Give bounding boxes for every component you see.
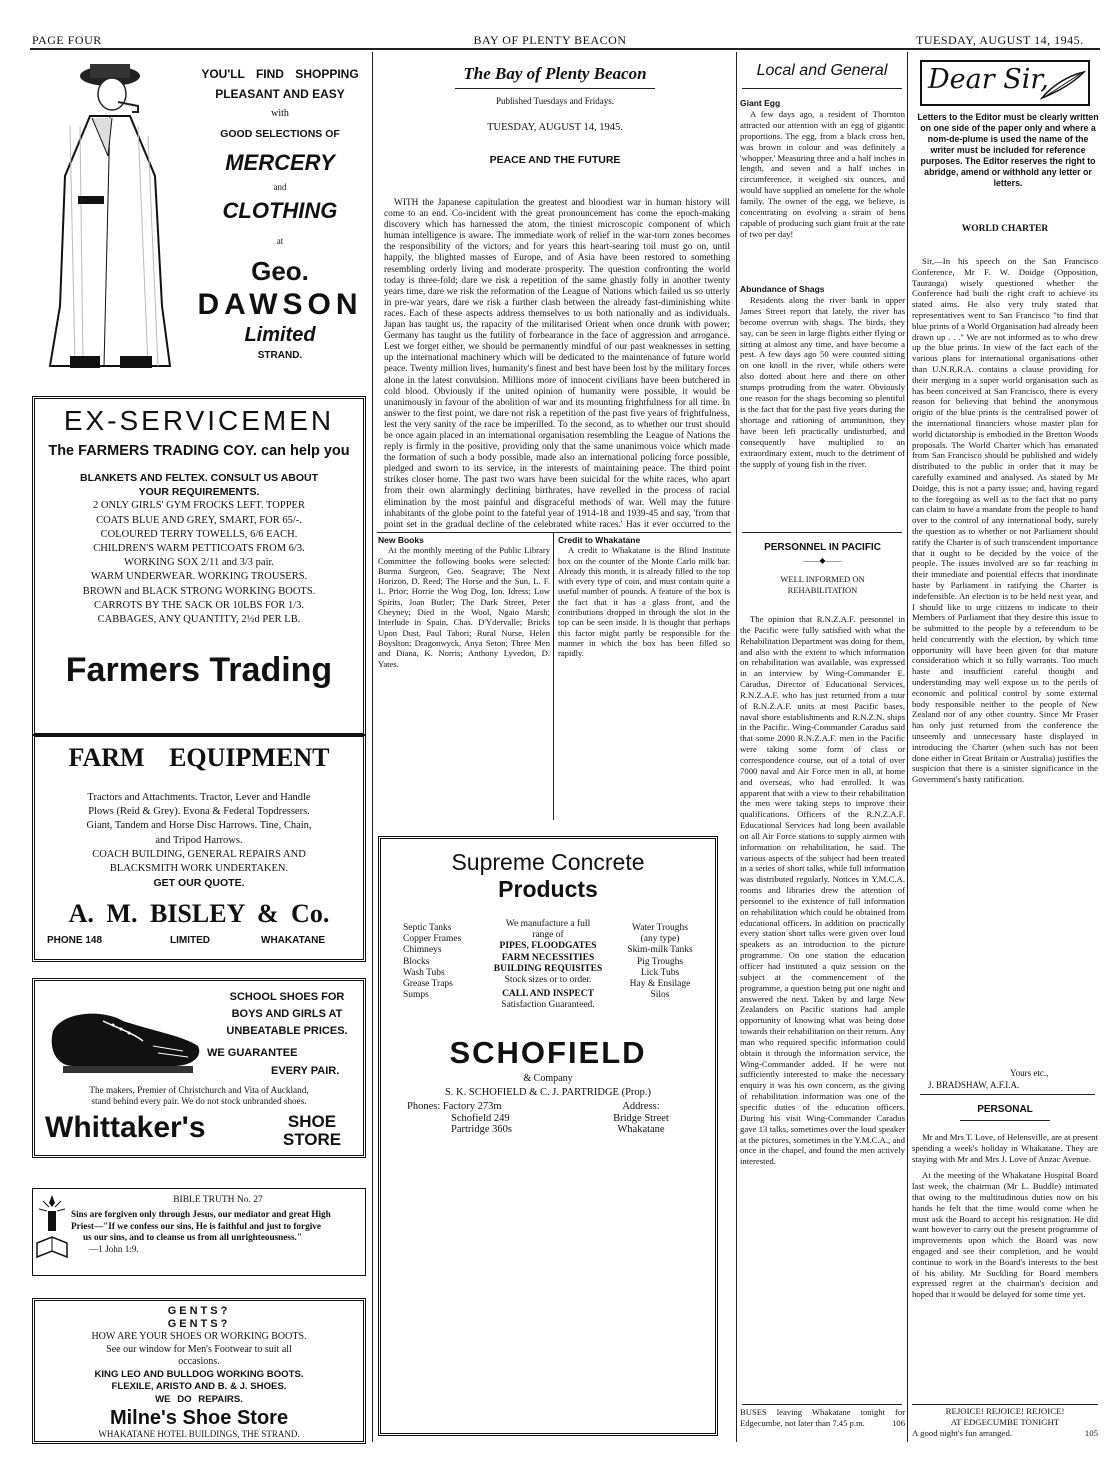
schofield-mid: Satisfaction Guaranteed. xyxy=(501,1000,595,1011)
giant-egg-text: A few days ago, a resident of Thornton attracted our attention with an egg of gigantic proportions. The egg, from a black cross hen, was brown in colour and was definitely a 'whopper.' Measuring three and a half inches in length, and seven and a half inches in circumference, it weighed six ounces, and would have supplied an omelette for the whole family. The owner of the egg, we believe, is concentrating on evolving a strain of hens capable of producing such giant fruit at the rate of two per day! xyxy=(740,108,905,239)
bible-line: Sins are forgiven only through Jesus, our mediator and great High xyxy=(71,1209,331,1219)
bisley-title-2: EQUIPMENT xyxy=(169,743,330,772)
dawson-mercery: MERCERY xyxy=(225,150,335,175)
farmers-line: CARROTS BY THE SACK OR 10LBS FOR 1/3. xyxy=(93,599,305,611)
new-books-text: At the monthly meeting of the Public Library Committee the following books were selected: Burma Surgeon, Geo. Seagrave; The Next Horizon, D. Reed; The Horse and the Sun, L. F. L. Prior; Horrie the Wog Dog, Ion. Idress; Low Spirits, Joan Butler; The Dark Street, Peter Cheyney; Died in the Wool, Ngaio Marsh; Interlude in Spain, Chas. D'Ydervalle; Bricks Upon Dust, Paul Tabori; Rural Nurse, Helen Boyslton; Dragonwyck, Anya Seton; Three Men and Diana, K. Norris; Anthony Lyvedon, D. Yates. xyxy=(378,545,550,669)
dawson-line: YOU'LL FIND SHOPPING xyxy=(201,67,359,81)
credit-article xyxy=(558,535,730,820)
dawson-geo: Geo. xyxy=(251,256,309,286)
milne-line: See our window for Men's Footwear to suit all xyxy=(106,1343,292,1355)
schofield-mid: range of xyxy=(532,930,564,941)
bisley-line: GET OUR QUOTE. xyxy=(153,877,245,890)
milne-name: Milne's Shoe Store xyxy=(109,1407,289,1429)
whittaker-line: BOYS AND GIRLS AT xyxy=(231,1008,343,1020)
rejoice-line: A good night's fun arranged. xyxy=(912,1427,1013,1438)
rejoice-notice xyxy=(912,1406,1098,1438)
bisley-line: Plows (Reid & Grey). Evona & Federal Topdressers. xyxy=(88,806,310,818)
schofield-mid: Stock sizes or to order. xyxy=(504,975,592,986)
schofield-item: Silos xyxy=(650,990,670,1001)
bible-truth-ad xyxy=(32,1188,366,1276)
dawson-line: PLEASANT AND EASY xyxy=(215,87,345,101)
schofield-company: & Company xyxy=(523,1073,573,1084)
whittaker-line: stand behind every pair. We do not stock unbranded shoes. xyxy=(91,1096,307,1106)
schofield-phones: Partridge 360s xyxy=(451,1124,512,1135)
schofield-item: Pig Troughs xyxy=(636,956,684,967)
dear-sir-text: Dear Sir, xyxy=(928,64,1049,95)
schofield-item: Septic Tanks xyxy=(403,923,452,933)
schofield-mid: PIPES, FLOODGATES xyxy=(499,941,597,952)
schofield-item: Copper Frames xyxy=(403,934,462,945)
dawson-line: with xyxy=(271,108,289,119)
whittaker-store: STORE xyxy=(282,1130,342,1149)
bible-line: Priest—"If we confess our sins, He is faithful and just to forgive xyxy=(71,1220,321,1231)
farmers-line: BLANKETS AND FELTEX. CONSULT US ABOUT xyxy=(80,472,318,484)
bible-line: us our sins, and to cleanse us from all unrighteousness." xyxy=(83,1232,302,1242)
dawson-ad xyxy=(30,56,366,374)
farmers-trading-ad xyxy=(32,396,366,736)
page-number: PAGE FOUR xyxy=(32,33,102,47)
schofield-item: Grease Traps xyxy=(403,979,453,990)
farmers-line: CABBAGES, ANY QUANTITY, 2½d PER LB. xyxy=(97,614,301,626)
schofield-item: Hay & Ensilage xyxy=(629,979,691,990)
letter-yours: Yours etc., xyxy=(1010,1068,1049,1078)
milne-line: HOW ARE YOUR SHOES OR WORKING BOOTS. xyxy=(91,1331,307,1342)
schofield-mid: CALL AND INSPECT xyxy=(502,989,594,1000)
column-rule xyxy=(372,52,373,1442)
bisley-ad xyxy=(32,734,366,962)
milne-line: WE DO REPAIRS. xyxy=(155,1393,243,1405)
farmers-title: EX-SERVICEMEN xyxy=(63,405,335,436)
personnel-divider: ——◆—— xyxy=(803,556,842,565)
buses-notice xyxy=(740,1407,905,1441)
world-charter-head: WORLD CHARTER xyxy=(961,224,1049,234)
editorial-date: TUESDAY, AUGUST 14, 1945. xyxy=(487,122,623,133)
personal-paragraph: At the meeting of the Whakatane Hospital Board last week, the chairman (Mr L. Buddle) intimated that owing to the multitudinous duties now on his hands he felt that the time would come when he must ask the Board to accept his resignation. He did want however to carry out the present programme of improvements upon which the Board was now engaged and see their completion, and he would continue to work in the Board's interests to the best of his ability. Mr Suckling for Board members expressed regret at the chairman's decision and hoped that it would be delayed for some time yet. xyxy=(912,1170,1098,1300)
bisley-line: COACH BUILDING, GENERAL REPAIRS AND xyxy=(92,848,306,860)
bisley-line: Tractors and Attachments. Tractor, Lever and Handle xyxy=(87,792,311,803)
newspaper-name: BAY OF PLENTY BEACON xyxy=(473,33,627,47)
buses-number: 106 xyxy=(892,1417,905,1428)
milne-ad xyxy=(32,1298,366,1444)
dawson-strand: STRAND. xyxy=(257,350,303,361)
farmers-line: CHILDREN'S WARM PETTICOATS FROM 6/3. xyxy=(93,543,305,555)
bible-title: BIBLE TRUTH No. 27 xyxy=(173,1195,263,1205)
personal-paragraph: Mr and Mrs T. Love, of Helensville, are at present spending a week's holiday in Whakatane. They are staying with Mr and Mrs J. Love of Anzac Avenue. xyxy=(912,1132,1098,1164)
giant-egg-head: Giant Egg xyxy=(740,98,781,108)
schofield-address: Address: xyxy=(622,1101,660,1112)
farmers-line: WARM UNDERWEAR. WORKING TROUSERS. xyxy=(90,571,308,583)
whittaker-line: UNBEATABLE PRICES. xyxy=(226,1025,348,1037)
whittaker-shoe: SHOE xyxy=(287,1112,337,1131)
farmers-name: Farmers Trading xyxy=(65,651,333,689)
shags-text: Residents along the river bank in upper James Street report that lately, the river has become overrun with shags. The birds, they say, can be seen in large flights either flying or sitting at almost any time, and have become a pest. A few days ago 50 were counted sitting on one knoll in the river, while others were also dotted about here and there on other stumps protruding from the water. Obviously one reason for the shags becoming so plentiful is the fact that for the past five years during the shortage and rationing of ammunition, they have been left practically undisturbed, and consequently have multiplied to an extraordinary extent, much to the detriment of the supply of young fish in the river. xyxy=(740,294,905,469)
schofield-item: Sumps xyxy=(403,990,429,1001)
dawson-limited: Limited xyxy=(244,324,316,346)
whittaker-line: SCHOOL SHOES FOR xyxy=(229,991,345,1003)
dawson-name: DAWSON xyxy=(197,288,363,321)
schofield-title-1: Supreme Concrete xyxy=(451,849,645,875)
schofield-item: (any type) xyxy=(640,934,680,945)
editorial-body xyxy=(384,198,730,530)
man-in-coat-illustration xyxy=(30,56,190,374)
world-charter-text: Sir,—In his speech on the San Francisco Conference, Mr F. W. Doidge (Opposition, Tauranga) wisely questioned whether the Conference had built the right craft to achieve its stated aims. He also very truly stated that representatives went to San Francisco "to find that blue prints of a World Organisation had already been drawn up . . ." We are not informed as to who drew up the blue prints. In view of the fact each of the various plans for international organisations other than U.N.R.R.A. contains a clause providing for their merging in a super world organisation such as has been conceived at San Francisco, there is every reason for believing that behind the anonymous origin of the blue prints is the centralised power of the international financiers whose master plan for world dictatorship is embodied in the Bretton Woods proposals. The World Charter which has emanated from San Francisco should be published and widely distributed to the public in order that it may be carefully examined and analysed. As stated by Mr Doidge, this is not a party issue; and, having regard to the foregoing as well as to the fact that no party can claim to have a mandate from the people to hand over to the control of any international body, surely the question as to whether or not Parliament should ratify the Charter is of such transcendent importance that it ought to be decided by the voice of the people. The issues involved are so far reaching in their immediate and potential effects that inordinate haste by Parliament in ratifying the Charter is indefensible. An election is to be held next year, and I should like to urge citizens to indicate to their Members of Parliament that they desire this issue to be submitted to the people by a referendum to be held concurrently with the election, by which time opportunity will have been given for that mature consideration which it so fully warrants. Too much haste and insufficient careful thought and understanding may well expose us to the perils of economic and political control by some external body responsible neither to the people of New Zealand nor of any other country. Since Mr Fraser has only just returned from the conference the unseemly and unnecessary haste displayed in introducing the Charter (when such has not been done either in Great Britain or Australia) justifies the suspicion that there is a sinister significance in the Government's hasty ratification. xyxy=(912,256,1098,785)
dawson-line: GOOD SELECTIONS OF xyxy=(220,128,340,140)
personnel-article xyxy=(740,614,905,1404)
whittaker-every-pair: EVERY PAIR. xyxy=(271,1065,340,1077)
bisley-title xyxy=(35,743,363,773)
farmers-subtitle: The FARMERS TRADING COY. can help you xyxy=(48,443,350,459)
schofield-phones: Phones: Factory 273m xyxy=(407,1101,502,1112)
milne-line: KING LEO AND BULLDOG WORKING BOOTS. xyxy=(94,1368,304,1380)
bible-line: —1 John 1:9. xyxy=(89,1243,139,1254)
farmers-line: YOUR REQUIREMENTS. xyxy=(138,486,260,499)
column-rule xyxy=(736,52,737,1442)
letter-signature: J. BRADSHAW, A.F.I.A. xyxy=(928,1080,1020,1090)
schofield-item: Water Troughs xyxy=(632,923,688,933)
personnel-text: The opinion that R.N.Z.A.F. personnel in the Pacific were fully satisfied with what the Rehabilitation Department was doing for them, and also with the extent to which information on rehabilitation was available, was expressed in an interview by Wing-Commander E. Caradus, Director of Educational Services, R.N.Z.A.F. who has just returned from a tour of R.N.Z.A.F. units at most Pacific bases, naval shore establishments and R.N.Z.N. ships in the Pacific. Wing-Commander Caradus said that some 2000 R.N.Z.A.F. men in the Pacific were taking some form of class or correspondence course, out of a total of over 7000 naval and Air Force men in all, at home and overseas, who had enrolled. It was apparent that with a view to their rehabilitation the men were taking steps to improve their qualifications. Officers of the R.N.Z.A.F. Educational Services had long been available on all Air Force stations to supply airmen with information on rehabilitation, he said. The various aspects of the subject had been treated in a series of short talks, while full information was distributed regularly. Notices in Y.M.C.A. rooms and libraries drew the attention of personnel to the existence of full information on rehabilitation which could be obtained from educational officers. In addition on practically every station short talks were given over loud speakers as an introduction to the picture programme. On one station the education officer had instituted a quiz session on the subject at the commencement of the programme, a question being put one night and answered the next. Taken by and large New Zealanders on Pacific stations had ample opportunity of knowing what was being done towards their rehabilitation on their return. Any man who required specific information could obtain it through the information service, the Wing-Commander added. If he were not sufficiently interested to make the necessary enquiry it was his own concern, as the giving of rehabilitation information was one of the specific duties of the education officers. During his visit Wing-Commander Caradus gave 13 talks, sometimes over the loud speaker at the pictures, sometimes in the Y.M.C.A., and once in the chapel, and found the men actively interested. xyxy=(740,614,905,1167)
whittaker-name: Whittaker's xyxy=(45,1111,206,1144)
rejoice-line: REJOICE! REJOICE! REJOICE! xyxy=(945,1406,1065,1416)
dawson-clothing: CLOTHING xyxy=(222,198,338,223)
personnel-head: PERSONNEL IN PACIFIC xyxy=(764,542,881,553)
personnel-sub: REHABILITATION xyxy=(787,584,858,595)
local-general-title: Local and General xyxy=(756,62,888,79)
personal-head: PERSONAL xyxy=(977,1104,1033,1115)
milne-line: FLEXILE, ARISTO AND B. & J. SHOES. xyxy=(111,1381,287,1392)
rejoice-number: 105 xyxy=(1084,1427,1098,1438)
whittaker-line: The makers, Premier of Christchurch and Vita of Auckland, xyxy=(89,1085,309,1095)
rejoice-line: AT EDGECUMBE TONIGHT xyxy=(950,1416,1060,1427)
editorial-published: Published Tuesdays and Fridays. xyxy=(495,96,614,106)
schofield-item: Wash Tubs xyxy=(403,967,445,978)
milne-gents: GENTS? xyxy=(167,1318,231,1330)
farmers-line: COATS BLUE AND GREY, SMART, FOR 65/-. xyxy=(96,514,302,526)
local-giant-egg xyxy=(740,98,905,278)
quill-pen-icon xyxy=(1040,70,1086,100)
header-rule xyxy=(30,48,1100,50)
bible-lamp-icon xyxy=(35,1193,69,1265)
credit-text: A credit to Whakatane is the Blind Institute box on the counter of the Monte Carlo milk bar. Already this month, it is already filled to the top with every type of coin, and must contain quite a useful number of pounds. A feature of the box is the fact that it has a glass front, and the contributions dropped in through the slot in the top can be seen inside. It is thought that perhaps this factor might partly be responsible for the manner in which the box has been filled so rapidly. xyxy=(558,545,730,659)
credit-head: Credit to Whakatane xyxy=(558,535,641,545)
schofield-item: Skim-milk Tanks xyxy=(627,945,693,956)
milne-address: WHAKATANE HOTEL BUILDINGS, THE STRAND. xyxy=(98,1429,300,1439)
shoe-illustration xyxy=(43,991,208,1081)
farmers-line: BROWN and BLACK STRONG WORKING BOOTS. xyxy=(82,585,316,597)
schofield-props: S. K. SCHOFIELD & C. J. PARTRIDGE (Prop.) xyxy=(444,1087,652,1098)
new-books-article xyxy=(378,535,550,820)
dawson-at: at xyxy=(276,236,284,246)
new-books-head: New Books xyxy=(378,535,424,545)
bisley-line: Giant, Tandem and Horse Disc Harrows. Tine, Chain, xyxy=(86,820,312,832)
milne-gents: GENTS? xyxy=(167,1305,231,1317)
local-shags xyxy=(740,284,905,524)
schofield-address: Bridge Street xyxy=(613,1112,669,1124)
schofield-name: SCHOFIELD xyxy=(449,1035,647,1070)
farmers-line: COLOURED TERRY TOWELLS, 6/6 EACH. xyxy=(100,528,298,540)
bisley-name: A. M. BISLEY & Co. xyxy=(68,899,330,928)
dear-sir-logo xyxy=(920,60,1090,106)
schofield-item: Blocks xyxy=(403,956,430,967)
dawson-and: and xyxy=(273,182,287,192)
personal-column xyxy=(912,1132,1098,1404)
milne-line: occasions. xyxy=(178,1356,220,1367)
bisley-town: WHAKATANE xyxy=(261,935,326,946)
buses-text: BUSES leaving Whakatane tonight for Edgecumbe, not later than 7.45 p.m. xyxy=(740,1407,905,1428)
bisley-limited: LIMITED xyxy=(170,935,210,946)
farmers-line: WORKING SOX 2/11 and 3/3 pair. xyxy=(123,557,275,569)
whittaker-ad xyxy=(32,978,366,1158)
schofield-title-2: Products xyxy=(498,876,598,902)
schofield-ad xyxy=(378,836,718,1436)
editorial-paragraph: WITH the Japanese capitulation the greatest and bloodiest war in human history will come to an end. Co-incident with the great pronouncement has come the epoch-making discovery which has harnessed the atom, the tiniest microscopic component of which human intelligence is aware. The immediate work of relief in the war-torn zones becomes the responsibility of the victors, and for years this heart-searing toil must go on, until happily, the blighted masses of Europe, and of Asia have been restored to something resembling orderly living and moderate prosperity. The question confronting the world today is three-fold; dare we risk a repetition of the same ghastly folly in another twenty years time, dare we risk the reformation of the League of Nations which failed us so utterly in pre-war years, dare we risk a further clash between the already fast-diminishing white races. Each of these aspects address themselves to us both nationally and as individuals. Japan has taught us, the rapacity of the militarised Orient when once drunk with power; Germany has taught us the futility of forbearance in the face of aggression and arrogance. Lest we forget either, we should be permanently mindful of our past weaknesses in setting up the international machinery which will be dedicated to the maintenance of future world peace. Twenty million lives, humanity's finest and best have been lost by the military forces alone in the latest convulsion. Millions more of innocent civilians have been butchered in cold blood. Obviously if the united opinion of humanity were possible, it would be unanimously in favour of the abolition of war and its mounting frightfulness for all time. In answer to the first point, we dare not risk a repetition of the past five years of frightfulness, lest the very sanity of the race be imperilled. To the second, as to whether our trust should be once again placed in an international organisation resembling the League of Nations the reply is firmly in the positive, providing only that the same unanimous voice which made the formation of such a body possible, made also an international policing force possible, pledged and sworn to its service, in the interests of maintaining peace. The third point strikes closer home. The past two wars have been suicidal for the white races, who apart from their own alarmingly declining birthrates, have revelled in the process of racial elimination by the most painful and disgraceful methods of war. Well may the future inhabitants of the globe point to the fateful year of 1914-18 and 1939-45 and say, 'from that point set in the gradual decline of the celebrated white races.' Has it ever occurred to the xyxy=(384,198,730,530)
bisley-title-1: FARM xyxy=(68,743,145,772)
shags-head: Abundance of Shags xyxy=(740,284,825,294)
farmers-line: 2 ONLY GIRLS' GYM FROCKS LEFT. TOPPER xyxy=(93,500,305,512)
page-date: TUESDAY, AUGUST 14, 1945. xyxy=(916,33,1084,47)
whittaker-guarantee: WE GUARANTEE xyxy=(207,1047,298,1059)
schofield-item: Chimneys xyxy=(403,945,442,956)
column-rule xyxy=(907,52,908,1442)
schofield-mid: BUILDING REQUISITES xyxy=(493,963,603,974)
schofield-address: Whakatane xyxy=(617,1124,665,1135)
schofield-phones: Schofield 249 xyxy=(451,1112,510,1124)
bisley-phone: PHONE 148 xyxy=(47,935,103,946)
editorial-title: PEACE AND THE FUTURE xyxy=(489,154,621,166)
schofield-left-list xyxy=(403,923,483,1001)
world-charter-letter xyxy=(912,256,1098,1050)
bisley-line: BLACKSMITH WORK UNDERTAKEN. xyxy=(109,863,289,875)
schofield-mid: FARM NECESSITIES xyxy=(501,952,595,963)
schofield-title xyxy=(381,849,715,903)
schofield-right-list xyxy=(613,923,707,1001)
editorial-masthead: The Bay of Plenty Beacon xyxy=(463,64,647,83)
schofield-mid: We manufacture a full xyxy=(505,919,591,929)
letters-note: Letters to the Editor must be clearly written on one side of the paper only and where a nom-de-plume is used the name of the writer must be included for reference purposes. The Editor reserves the right to abridge, amend or withhold any letter or letters. xyxy=(917,112,1099,188)
bisley-line: and Tripod Harrows. xyxy=(155,834,243,846)
personnel-sub: WELL INFORMED ON xyxy=(780,574,865,584)
schofield-item: Lick Tubs xyxy=(640,967,680,978)
